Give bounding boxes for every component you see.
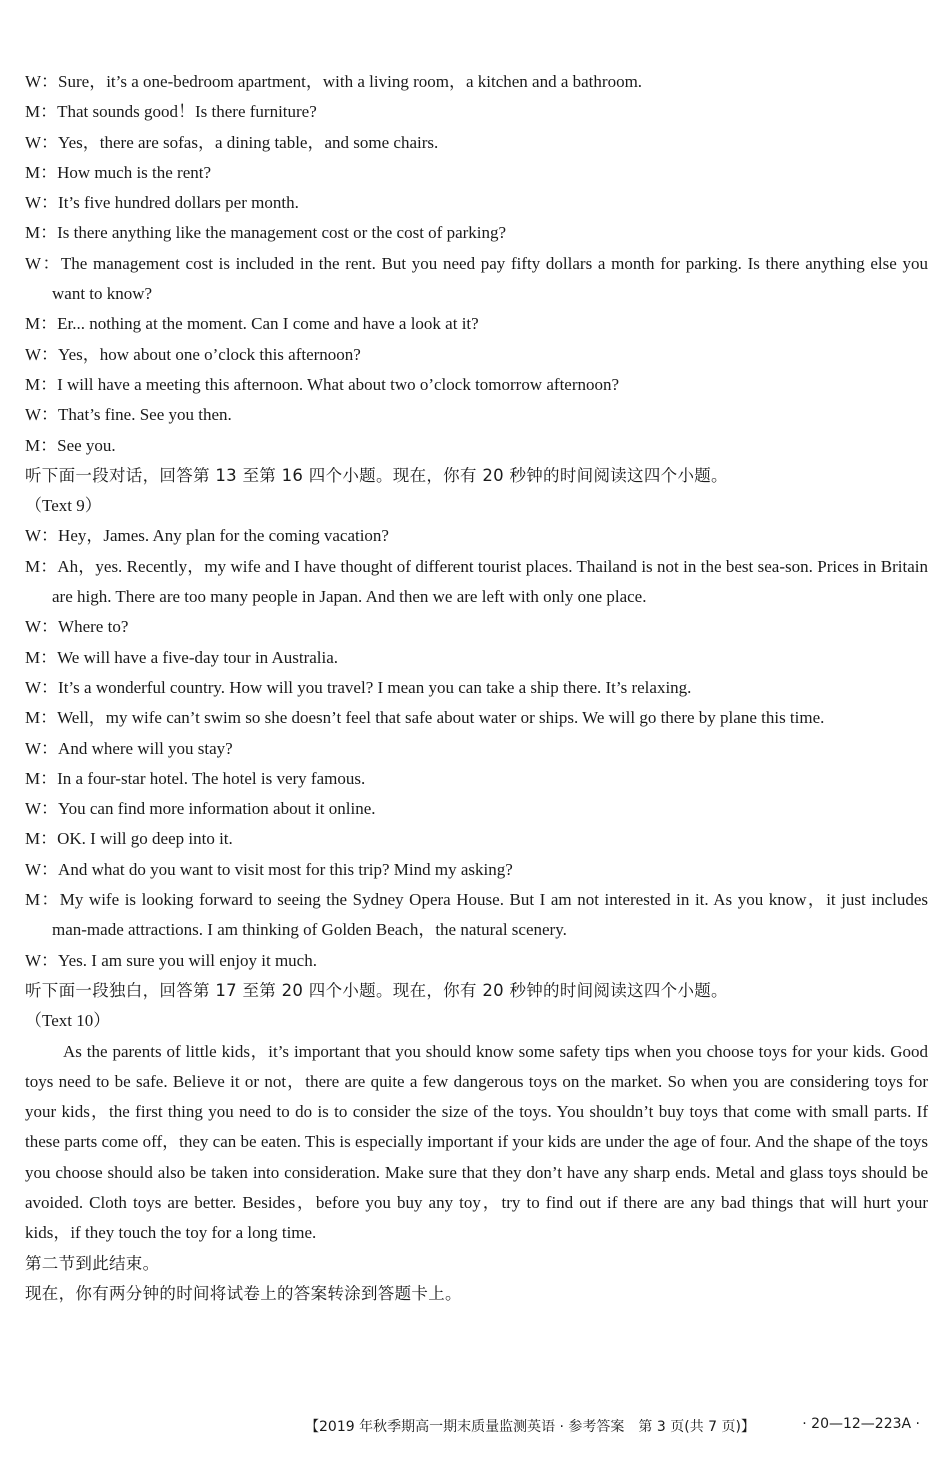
dialogue-line: W：It’s five hundred dollars per month.: [25, 193, 299, 213]
instruction-line: 听下面一段对话，回答第 13 至第 16 四个小题。现在，你有 20 秒钟的时间阅读这四个小题。: [25, 465, 728, 485]
footer-code: · 20—12—223A ·: [802, 1416, 920, 1432]
footer-title: 【2019 年秋季期高一期末质量监测英语 · 参考答案 第 3 页(共 7 页)】: [305, 1419, 755, 1435]
dialogue-line: M：We will have a five-day tour in Australia.: [25, 647, 339, 667]
dialogue-line: W：And what do you want to visit most for this trip? Mind my asking?: [25, 859, 513, 879]
dialogue-line: M：Well，my wife can’t swim so she doesn’t feel that safe about water or ships. We will go there by plane this time.: [25, 708, 825, 728]
dialogue-line: W：Sure，it’s a one-bedroom apartment，with a living room，a kitchen and a bathroom.: [25, 72, 643, 91]
dialogue-line: M：Is there anything like the management cost or the cost of parking?: [25, 223, 507, 243]
dialogue-line: W：It’s a wonderful country. How will you travel? I mean you can take a ship there. It’s relaxing.: [25, 677, 692, 697]
dialogue-line: W：Yes，there are sofas，a dining table，and some chairs.: [25, 132, 439, 152]
page-footer: [0, 1412, 950, 1442]
dialogue-line: M：OK. I will go deep into it.: [25, 829, 233, 849]
dialogue-line: M：Ah，yes. Recently，my wife and I have thought of different tourist places. Thailand is not in the best sea-son. Prices in Britain are high. There are too many people in Japan. And then we are left with only one place.: [25, 556, 928, 607]
instruction-line: 第二节到此结束。: [25, 1253, 160, 1273]
section-label: （Text 10）: [25, 1011, 111, 1031]
document-body: [25, 67, 928, 1309]
dialogue-line: M：My wife is looking forward to seeing the Sydney Opera House. But I am not interested in it. As you know，it just includes man-made attractions. I am thinking of Golden Beach，the natural scenery.: [25, 890, 928, 940]
dialogue-line: M：How much is the rent?: [25, 162, 212, 182]
dialogue-line: M：In a four-star hotel. The hotel is very famous.: [25, 768, 366, 788]
monologue-paragraph: As the parents of little kids，it’s important that you should know some safety tips when you choose toys for your kids. Good toys need to be safe. Believe it or not，there are quite a few dangerous toys on the market. So when you are considering toys for your kids，the first thing you need to do is to consider the size of the toys. You shouldn’t buy toys that come with small parts. If these parts come off，they can be eaten. This is especially important if your kids are under the age of four. And the shape of the toys you choose should also be taken into consideration. Make sure that they don’t have any sharp ends. Metal and glass toys should be avoided. Cloth toys are better. Besides，before you buy any toy，try to find out if there are any bad things that will hurt your kids，if they touch the toy for a long time.: [25, 1041, 928, 1243]
dialogue-line: W：Yes. I am sure you will enjoy it much.: [25, 950, 317, 970]
dialogue-line: W：The management cost is included in the rent. But you need pay fifty dollars a month for parking. Is there anything else you want to know?: [25, 253, 928, 304]
dialogue-line: M：See you.: [25, 435, 116, 455]
instruction-line: 现在，你有两分钟的时间将试卷上的答案转涂到答题卡上。: [25, 1283, 462, 1303]
section-label: （Text 9）: [25, 496, 102, 516]
dialogue-line: M：That sounds good！Is there furniture?: [25, 102, 317, 122]
dialogue-line: W：Where to?: [25, 617, 129, 637]
instruction-line: 听下面一段独白，回答第 17 至第 20 四个小题。现在，你有 20 秒钟的时间阅读这四个小题。: [25, 980, 728, 1000]
dialogue-line: M：Er... nothing at the moment. Can I come and have a look at it?: [25, 314, 479, 334]
dialogue-line: W：And where will you stay?: [25, 738, 233, 758]
dialogue-line: W：You can find more information about it online.: [25, 799, 376, 819]
dialogue-line: W：That’s fine. See you then.: [25, 405, 232, 425]
dialogue-line: M：I will have a meeting this afternoon. What about two o’clock tomorrow afternoon?: [25, 374, 620, 394]
dialogue-line: W：Hey，James. Any plan for the coming vacation?: [25, 526, 389, 546]
dialogue-line: W：Yes，how about one o’clock this afternoon?: [25, 344, 361, 364]
